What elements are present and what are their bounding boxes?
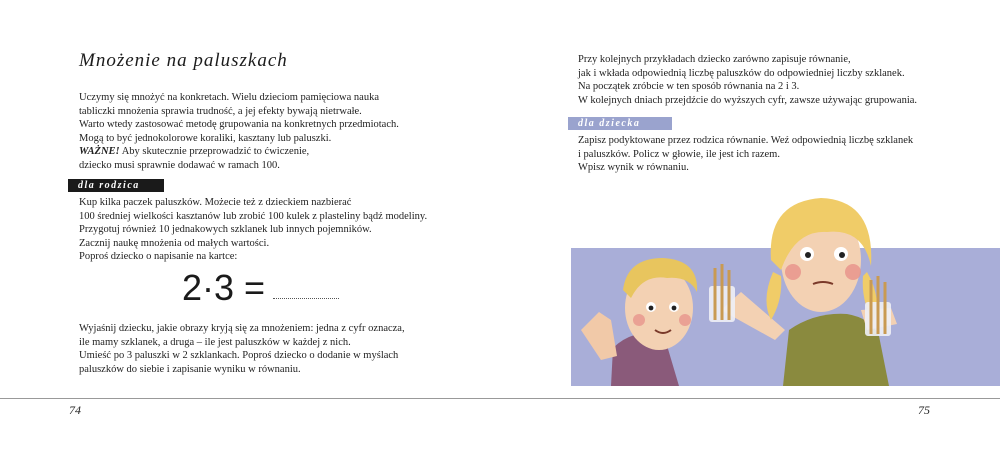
warning-text: Aby skutecznie przeprowadzić to ćwiczenie, [119,146,310,157]
parent-paragraph [79,196,427,264]
child-line: i paluszków. Policz w głowie, ile jest ich razem. [578,148,780,160]
answer-blank [273,298,339,299]
child-paragraph [578,134,913,175]
illustration [571,180,1000,386]
warning-line-2: dziecko musi sprawnie dodawać w ramach 100. [79,159,280,171]
intro-line: Warto wtedy zastosować metodę grupowania na konkretnych przedmiotach. [79,119,399,130]
warning-label: WAŻNE! [79,146,120,157]
warning-line [79,145,399,159]
equation: 2·3 = [182,267,266,308]
footer-rule [500,398,1000,399]
explain-line: paluszków do siebie i zapisanie wyniku w równaniu. [79,363,301,375]
page-number: 74 [69,403,81,417]
child-line: Zapisz podyktowane przez rodzica równanie. Weź odpowiednią liczbę szklanek [578,135,914,146]
parent-line: Kup kilka paczek paluszków. Możecie też z dzieckiem nazbierać [79,197,352,208]
intro-paragraph [79,91,399,172]
explain-line: Wyjaśnij dziecku, jakie obrazy kryją się za mnożeniem: jedna z cyfr oznacza, [79,323,405,334]
right-page [500,0,1000,455]
parent-line: Zacznij naukę mnożenia od małych wartości. [79,237,270,249]
parent-badge: dla rodzica [68,179,164,192]
page-title: Mnożenie na paluszkach [79,50,288,71]
intro-line: tabliczki mnożenia sprawia trudność, a jej efekty bywają nietrwałe. [79,105,362,117]
child-line: Wpisz wynik w równaniu. [578,162,689,173]
right-line: Przy kolejnych przykładach dziecko zarówno zapisuje równanie, [578,54,851,65]
right-paragraph [578,53,917,107]
intro-line: Uczymy się mnożyć na konkretach. Wielu dzieciom pamięciowa nauka [79,92,379,103]
child-badge: dla dziecka [568,117,672,130]
parent-line: Poproś dziecko o napisanie na kartce: [79,251,238,262]
right-line: jak i wkłada odpowiednią liczbę paluszków do odpowiedniej liczby szklanek. [578,67,905,79]
footer-rule [0,398,500,399]
explain-line: Umieść po 3 paluszki w 2 szklankach. Poproś dziecko o dodanie w myślach [79,350,399,361]
right-line: Na początek zróbcie w ten sposób równania na 2 i 3. [578,81,800,92]
explain-paragraph [79,322,405,376]
page-number: 75 [918,403,930,417]
explain-line: ile mamy szklanek, a druga – ile jest paluszków w każdej z nich. [79,336,351,348]
intro-line: Mogą to być jednokolorowe koraliki, kasztany lub paluszki. [79,132,332,144]
parent-line: 100 średniej wielkości kasztanów lub zrobić 100 kulek z plasteliny bądź modeliny. [79,210,428,222]
parent-line: Przygotuj również 10 jednakowych szklanek lub innych pojemników. [79,224,372,235]
right-line: W kolejnych dniach przejdźcie do wyższych cyfr, zawsze używając grupowania. [578,94,918,106]
